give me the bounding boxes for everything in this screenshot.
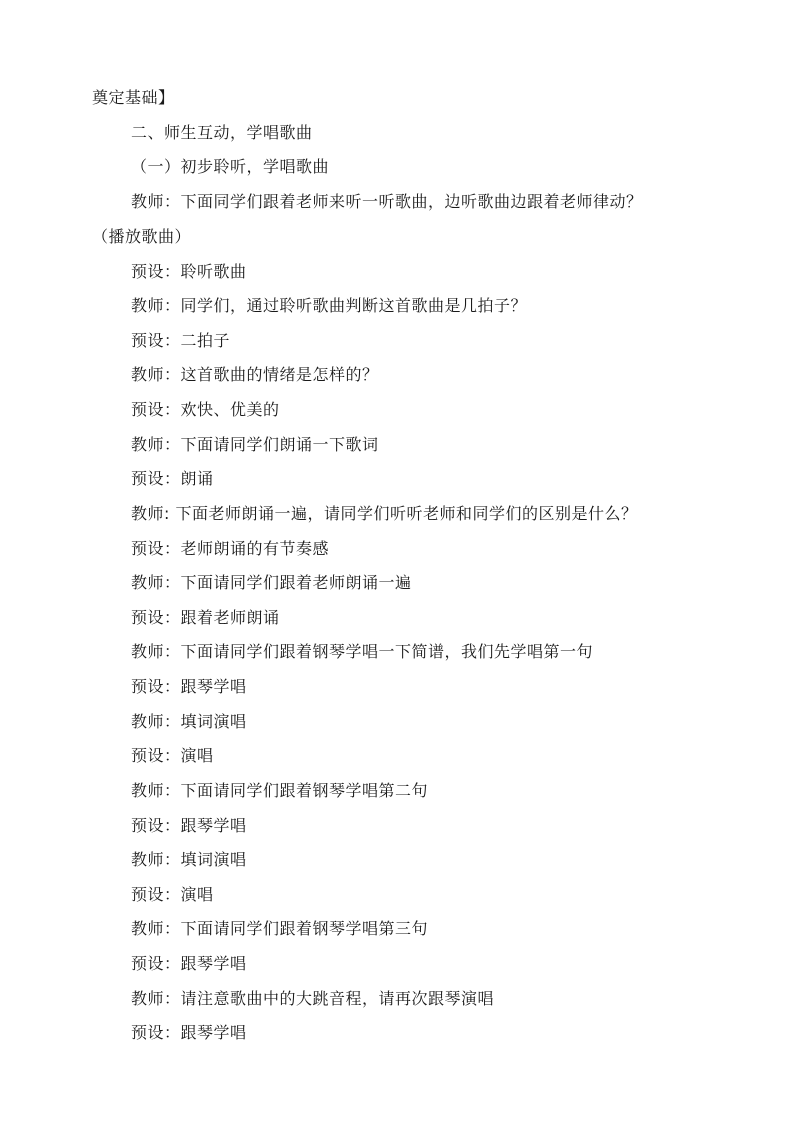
teacher-line: 教师：下面同学们跟着老师来听一听歌曲，边听歌曲边跟着老师律动？	[131, 192, 643, 211]
preset-line: 预设：演唱	[131, 885, 214, 904]
teacher-line: 教师：下面请同学们跟着钢琴学唱第二句	[131, 781, 429, 800]
teacher-line: 教师：这首歌曲的情绪是怎样的？	[131, 365, 379, 384]
teacher-line: 教师：下面请同学们跟着钢琴学唱第三句	[131, 919, 429, 938]
section-heading: 二、师生互动，学唱歌曲	[131, 123, 313, 142]
teacher-line: 教师：请注意歌曲中的大跳音程，请再次跟琴演唱	[131, 989, 495, 1008]
preset-line: 预设：跟琴学唱	[131, 677, 247, 696]
preset-line: 预设：跟琴学唱	[131, 816, 247, 835]
preset-line: 预设：跟琴学唱	[131, 954, 247, 973]
teacher-line: 教师：同学们，通过聆听歌曲判断这首歌曲是几拍子？	[131, 296, 528, 315]
preset-line: 预设：二拍子	[131, 331, 231, 350]
preset-line: 预设：聆听歌曲	[131, 262, 247, 281]
preset-line: 预设：跟琴学唱	[131, 1023, 247, 1042]
preset-line: 预设：演唱	[131, 746, 214, 765]
preset-line: 预设：欢快、优美的	[131, 400, 280, 419]
teacher-line: 教师：填词演唱	[131, 712, 247, 731]
teacher-line: 教师：填词演唱	[131, 850, 247, 869]
teacher-line: 教师：下面请同学们跟着老师朗诵一遍	[131, 573, 412, 592]
teacher-line: 教师: 下面老师朗诵一遍，请同学们听听老师和同学们的区别是什么？	[131, 504, 638, 523]
text-line: （播放歌曲）	[92, 227, 192, 246]
preset-line: 预设：跟着老师朗诵	[131, 608, 280, 627]
teacher-line: 教师：下面请同学们朗诵一下歌词	[131, 435, 379, 454]
text-line: 奠定基础】	[92, 88, 175, 107]
subsection-heading: （一）初步聆听，学唱歌曲	[131, 157, 330, 176]
preset-line: 预设：朗诵	[131, 469, 214, 488]
preset-line: 预设：老师朗诵的有节奏感	[131, 539, 330, 558]
teacher-line: 教师：下面请同学们跟着钢琴学唱一下简谱，我们先学唱第一句	[131, 642, 594, 661]
